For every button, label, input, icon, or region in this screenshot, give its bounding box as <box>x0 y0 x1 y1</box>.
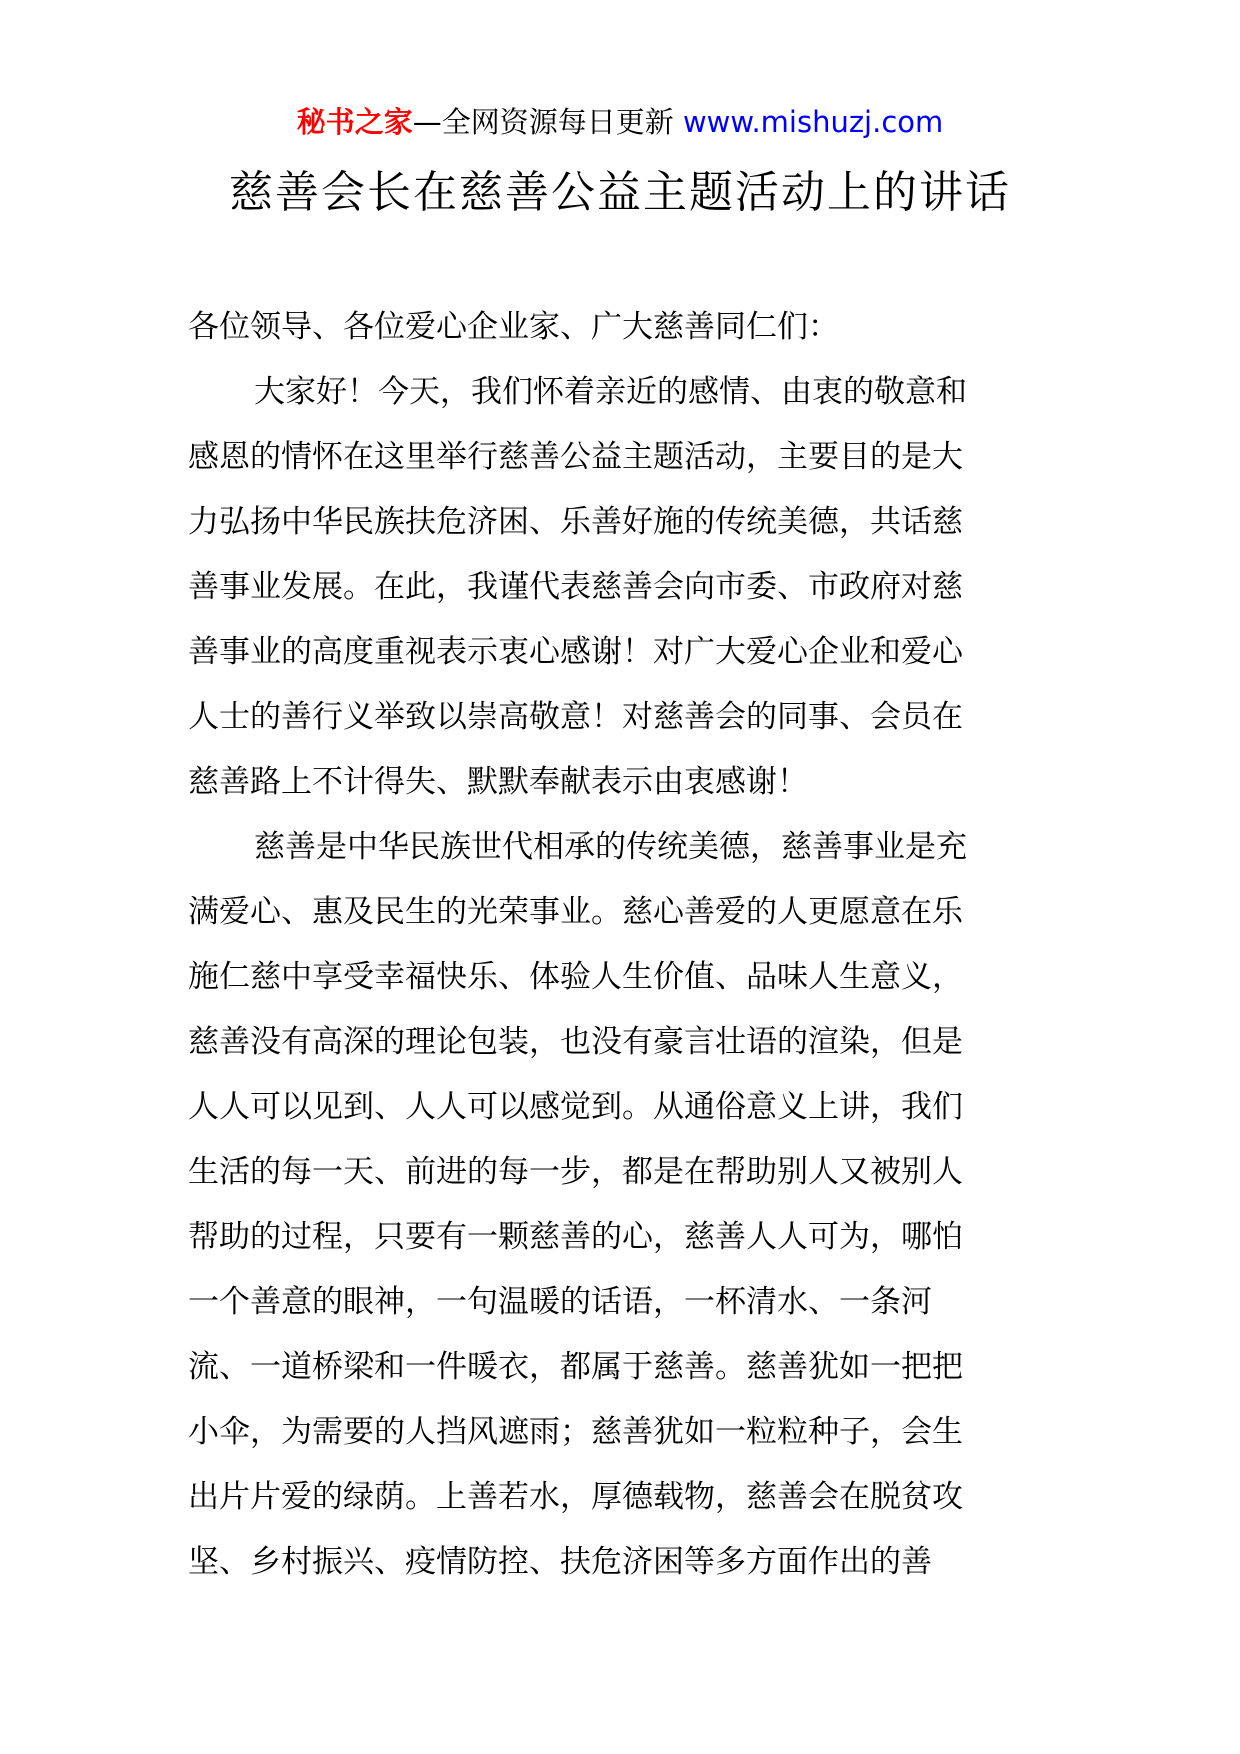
paragraph-2 <box>188 815 1054 1595</box>
paragraph-line: 慈善没有高深的理论包装，也没有豪言壮语的渲染，但是 <box>188 1024 963 1060</box>
paragraph-line: 感恩的情怀在这里举行慈善公益主题活动，主要目的是大 <box>188 439 963 475</box>
site-slogan: —全网资源每日更新 <box>412 105 683 139</box>
paragraph-line: 满爱心、惠及民生的光荣事业。慈心善爱的人更愿意在乐 <box>188 894 963 930</box>
paragraph-line: 力弘扬中华民族扶危济困、乐善好施的传统美德，共话慈 <box>188 504 963 540</box>
paragraph-line: 善事业的高度重视表示衷心感谢！对广大爱心企业和爱心 <box>188 634 963 670</box>
paragraph-line: 小伞，为需要的人挡风遮雨；慈善犹如一粒粒种子，会生 <box>188 1414 963 1450</box>
paragraph-line: 人人可以见到、人人可以感觉到。从通俗意义上讲，我们 <box>188 1089 963 1125</box>
paragraph-1 <box>188 360 1054 815</box>
paragraph-line: 流、一道桥梁和一件暖衣，都属于慈善。慈善犹如一把把 <box>188 1349 963 1385</box>
paragraph-line: 一个善意的眼神，一句温暖的话语，一杯清水、一条河 <box>188 1284 932 1320</box>
paragraph-line: 大家好！今天，我们怀着亲近的感情、由衷的敬意和 <box>254 374 967 410</box>
paragraph-line: 坚、乡村振兴、疫情防控、扶危济困等多方面作出的善 <box>188 1544 932 1580</box>
paragraph-line: 善事业发展。在此，我谨代表慈善会向市委、市政府对慈 <box>188 569 963 605</box>
paragraph-line: 施仁慈中享受幸福快乐、体验人生价值、品味人生意义， <box>188 959 963 995</box>
paragraph-line: 人士的善行义举致以崇高敬意！对慈善会的同事、会员在 <box>188 699 963 735</box>
paragraph-line: 生活的每一天、前进的每一步，都是在帮助别人又被别人 <box>188 1154 963 1190</box>
paragraph-line: 慈善是中华民族世代相承的传统美德，慈善事业是充 <box>254 829 967 865</box>
document-title: 慈善会长在慈善公益主题活动上的讲话 <box>229 167 1011 218</box>
site-brand: 秘书之家 <box>296 105 413 139</box>
document-body <box>188 295 1054 1595</box>
site-header <box>0 100 1240 144</box>
paragraph-line: 慈善路上不计得失、默默奉献表示由衷感谢！ <box>188 764 808 800</box>
greeting-line: 各位领导、各位爱心企业家、广大慈善同仁们： <box>188 309 839 345</box>
paragraph-line: 出片片爱的绿荫。上善若水，厚德载物，慈善会在脱贫攻 <box>188 1479 963 1515</box>
site-url-link[interactable]: www.mishuzj.com <box>682 105 944 139</box>
paragraph-line: 帮助的过程，只要有一颗慈善的心，慈善人人可为，哪怕 <box>188 1219 963 1255</box>
